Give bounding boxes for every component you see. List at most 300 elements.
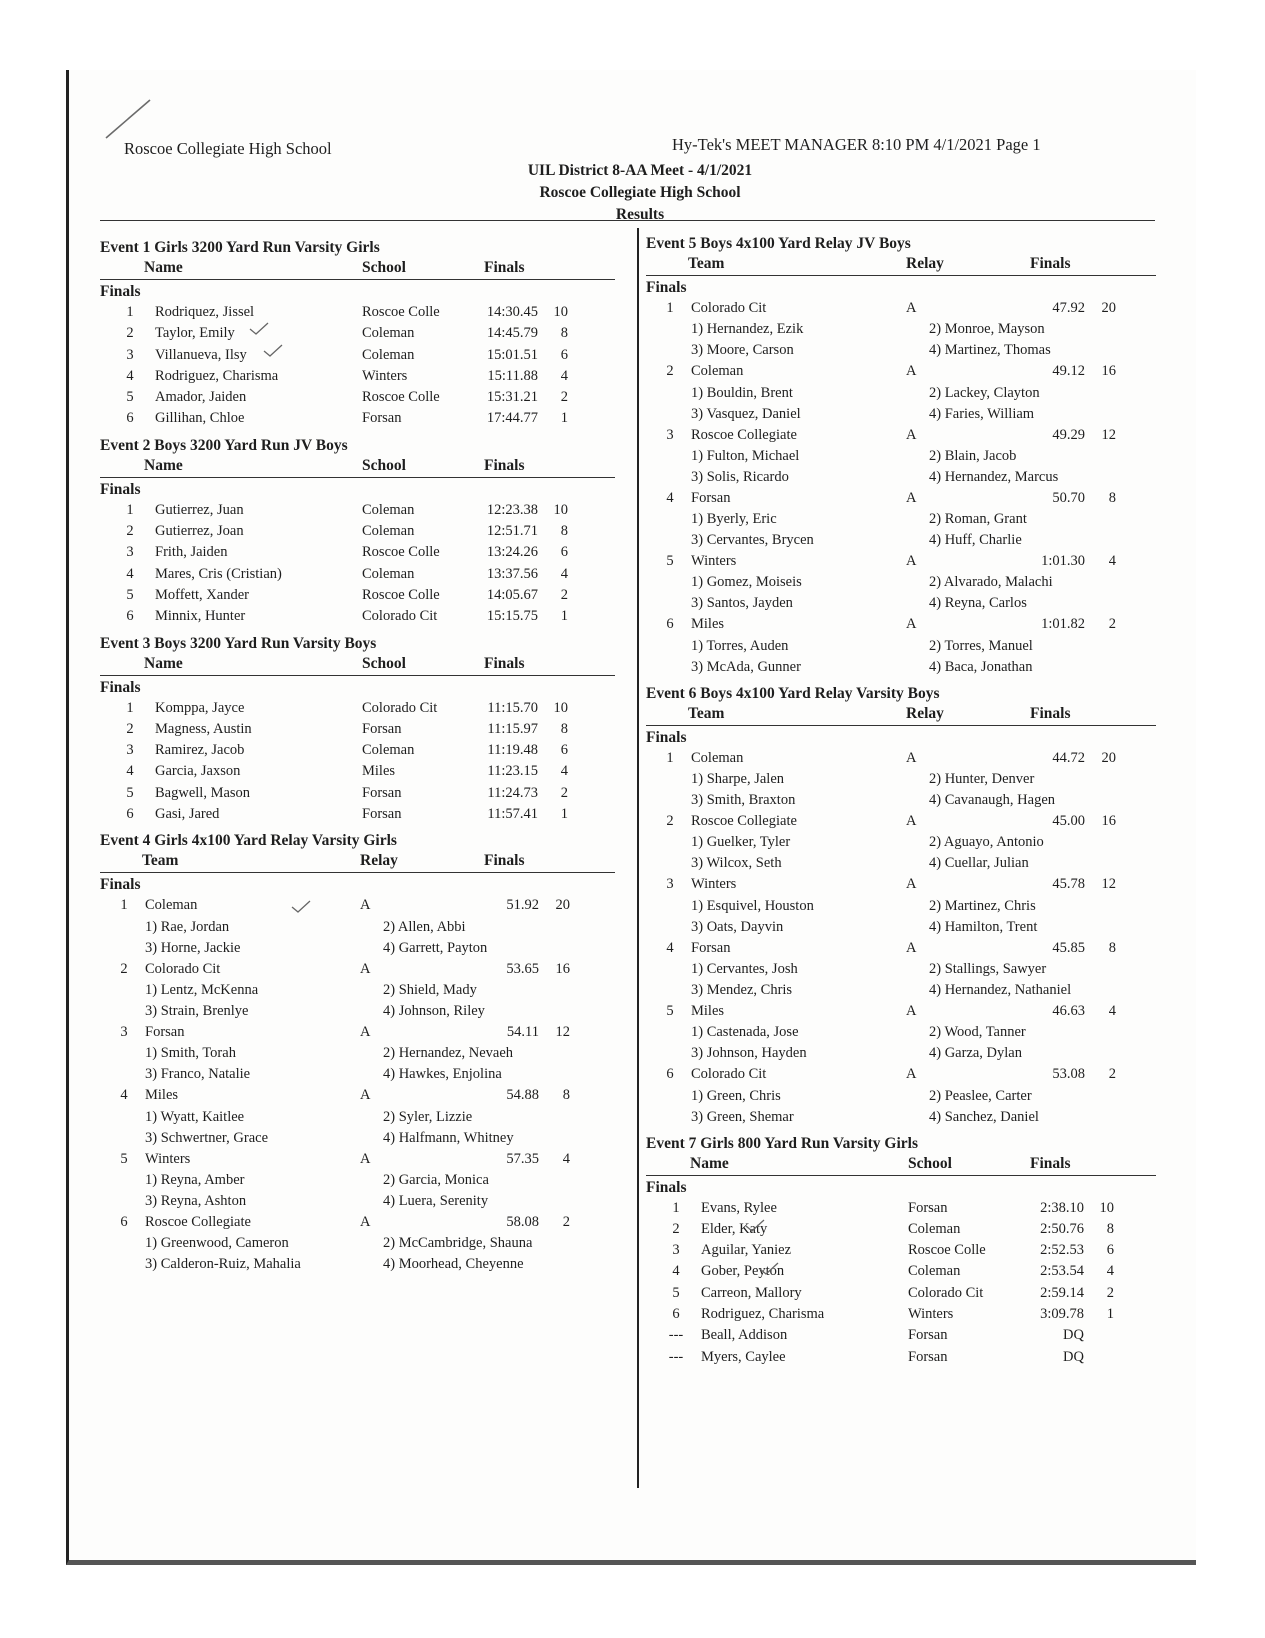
points-cell: 1 bbox=[560, 410, 568, 427]
relay-member: 2) Hernandez, Nevaeh bbox=[383, 1045, 514, 1062]
place-cell: 4 bbox=[126, 763, 134, 780]
result-row bbox=[100, 698, 615, 719]
time-cell: 1:01.30 bbox=[1041, 553, 1085, 570]
school-cell: Coleman bbox=[362, 325, 415, 342]
relay-member: 1) Green, Chris bbox=[691, 1087, 781, 1104]
athlete-name: Aguilar, Yaniez bbox=[701, 1242, 792, 1259]
school-cell: Coleman bbox=[362, 523, 415, 540]
relay-member: 1) Greenwood, Cameron bbox=[145, 1235, 289, 1252]
relay-members-row bbox=[100, 1191, 615, 1212]
column-header: Name bbox=[144, 654, 183, 672]
points-cell: 20 bbox=[1101, 749, 1116, 766]
relay-member: 1) Hernandez, Ezik bbox=[691, 321, 804, 338]
time-cell: 11:57.41 bbox=[487, 806, 538, 823]
team-name: Forsan bbox=[145, 1023, 185, 1040]
place-cell: 6 bbox=[666, 1066, 674, 1083]
place-cell: 2 bbox=[120, 960, 128, 977]
time-cell: 54.11 bbox=[506, 1023, 539, 1040]
relay-team-row bbox=[646, 748, 1156, 769]
school-cell: Forsan bbox=[362, 806, 402, 823]
result-row bbox=[646, 1283, 1156, 1304]
athlete-name: Bagwell, Mason bbox=[155, 784, 251, 801]
result-row bbox=[100, 564, 615, 585]
school-cell: Coleman bbox=[908, 1220, 961, 1237]
time-cell: 53.08 bbox=[1052, 1066, 1085, 1083]
relay-member: 2) Aguayo, Antonio bbox=[929, 834, 1044, 851]
relay-member: 1) Smith, Torah bbox=[145, 1045, 236, 1062]
relay-member: 3) Moore, Carson bbox=[691, 342, 794, 359]
result-row bbox=[646, 1325, 1156, 1346]
relay-team-row bbox=[646, 298, 1156, 319]
points-cell: 12 bbox=[555, 1023, 570, 1040]
place-cell: 1 bbox=[126, 699, 134, 716]
event-6 bbox=[646, 684, 1156, 1128]
relay-letter: A bbox=[906, 1002, 917, 1019]
check-mark-icon bbox=[758, 1261, 780, 1277]
relay-member: 2) Syler, Lizzie bbox=[383, 1108, 473, 1125]
result-row bbox=[100, 500, 615, 521]
column-header: School bbox=[362, 654, 406, 672]
points-cell: 2 bbox=[562, 1213, 570, 1230]
relay-members-row bbox=[100, 1001, 615, 1022]
time-cell: 50.70 bbox=[1052, 489, 1085, 506]
points-cell: 2 bbox=[560, 389, 568, 406]
athlete-name: Gillihan, Chloe bbox=[155, 410, 245, 427]
points-cell: 4 bbox=[560, 367, 568, 384]
section-label: Finals bbox=[100, 283, 141, 300]
place-cell: 1 bbox=[666, 300, 674, 316]
relay-team-row bbox=[646, 361, 1156, 382]
points-cell: 16 bbox=[1101, 363, 1116, 380]
athlete-name: Komppa, Jayce bbox=[155, 699, 245, 716]
place-cell: 5 bbox=[672, 1284, 680, 1301]
team-name: Coleman bbox=[145, 897, 198, 914]
school-cell: Winters bbox=[908, 1306, 954, 1323]
column-header: Team bbox=[142, 852, 179, 870]
athlete-name: Villanueva, Ilsy bbox=[155, 346, 247, 363]
relay-team-row bbox=[646, 425, 1156, 446]
points-cell: 6 bbox=[560, 742, 568, 759]
time-cell: 1:01.82 bbox=[1041, 616, 1085, 633]
athlete-name: Ramirez, Jacob bbox=[155, 742, 245, 759]
place-cell: 1 bbox=[672, 1199, 680, 1216]
event-title: Event 5 Boys 4x100 Yard Relay JV Boys bbox=[646, 235, 911, 252]
check-mark-icon bbox=[262, 343, 284, 359]
school-cell: Forsan bbox=[908, 1199, 948, 1216]
place-cell: 4 bbox=[666, 939, 674, 956]
school-cell: Roscoe Colle bbox=[362, 389, 440, 406]
place-cell: 1 bbox=[126, 304, 134, 320]
school-cell: Coleman bbox=[362, 501, 415, 518]
relay-member: 2) Lackey, Clayton bbox=[929, 384, 1040, 401]
team-name: Miles bbox=[145, 1087, 179, 1104]
relay-members-row bbox=[646, 404, 1156, 425]
result-row bbox=[100, 606, 615, 627]
points-cell: 4 bbox=[1106, 1263, 1114, 1280]
school-cell: Colorado Cit bbox=[362, 608, 438, 625]
relay-member: 4) Johnson, Riley bbox=[383, 1002, 485, 1019]
column-header: Relay bbox=[906, 255, 944, 272]
check-mark-icon bbox=[248, 321, 270, 337]
points-cell: 6 bbox=[560, 346, 568, 363]
column-header: Finals bbox=[484, 654, 525, 672]
school-cell: Coleman bbox=[362, 742, 415, 759]
column-header: Relay bbox=[360, 852, 398, 870]
athlete-name: Beall, Addison bbox=[701, 1327, 788, 1344]
relay-member: 2) Wood, Tanner bbox=[929, 1024, 1026, 1041]
place-cell: 6 bbox=[126, 608, 134, 625]
event-1 bbox=[100, 238, 615, 430]
athlete-name: Mares, Cris (Cristian) bbox=[155, 565, 282, 582]
column-header: Finals bbox=[1030, 1154, 1071, 1172]
relay-team-row bbox=[646, 1001, 1156, 1022]
place-cell: 5 bbox=[126, 389, 134, 406]
time-cell: 46.63 bbox=[1052, 1002, 1085, 1019]
result-row bbox=[646, 1261, 1156, 1282]
relay-members-row bbox=[646, 769, 1156, 790]
relay-letter: A bbox=[906, 876, 917, 893]
place-cell: 6 bbox=[672, 1306, 680, 1323]
relay-members-row bbox=[646, 530, 1156, 551]
relay-member: 3) Horne, Jackie bbox=[145, 939, 241, 956]
athlete-name: Gutierrez, Juan bbox=[155, 501, 244, 518]
check-mark-icon bbox=[744, 1218, 766, 1234]
place-cell: 5 bbox=[666, 553, 674, 570]
column-header: School bbox=[908, 1154, 952, 1172]
school-cell: Winters bbox=[362, 367, 408, 384]
relay-member: 4) Sanchez, Daniel bbox=[929, 1108, 1039, 1125]
relay-member: 4) Hernandez, Nathaniel bbox=[929, 981, 1072, 998]
relay-letter: A bbox=[906, 553, 917, 570]
time-cell: 13:24.26 bbox=[486, 544, 538, 561]
points-cell: 8 bbox=[560, 720, 568, 737]
points-cell: 1 bbox=[560, 608, 568, 625]
points-cell: 2 bbox=[1108, 1066, 1116, 1083]
relay-member: 2) Alvarado, Malachi bbox=[929, 574, 1053, 591]
points-cell: 4 bbox=[562, 1150, 570, 1167]
points-cell: 10 bbox=[1099, 1199, 1114, 1216]
school-cell: Forsan bbox=[362, 784, 402, 801]
relay-team-row bbox=[646, 811, 1156, 832]
relay-letter: A bbox=[360, 1087, 371, 1104]
place-cell: 5 bbox=[666, 1002, 674, 1019]
team-name: Miles bbox=[691, 616, 725, 633]
time-cell: 15:15.75 bbox=[486, 608, 538, 625]
relay-member: 4) Garrett, Payton bbox=[383, 939, 488, 956]
relay-member: 2) McCambridge, Shauna bbox=[383, 1235, 533, 1252]
place-cell: 3 bbox=[666, 426, 674, 443]
relay-member: 3) McAda, Gunner bbox=[691, 658, 801, 675]
points-cell: 10 bbox=[553, 501, 568, 518]
points-cell: 4 bbox=[1108, 553, 1116, 570]
school-cell: Colorado Cit bbox=[908, 1284, 984, 1301]
relay-members-row bbox=[646, 446, 1156, 467]
team-name: Forsan bbox=[691, 489, 731, 506]
relay-member: 3) Santos, Jayden bbox=[691, 595, 793, 612]
column-header: School bbox=[362, 259, 406, 276]
result-row bbox=[100, 740, 615, 761]
relay-member: 1) Lentz, McKenna bbox=[145, 981, 259, 998]
relay-member: 1) Fulton, Michael bbox=[691, 447, 800, 464]
header-title-block bbox=[470, 160, 810, 226]
time-cell: 11:15.97 bbox=[487, 720, 538, 737]
athlete-name: Carreon, Mallory bbox=[701, 1284, 802, 1301]
place-cell: 3 bbox=[126, 742, 134, 759]
athlete-name: Frith, Jaiden bbox=[155, 544, 228, 561]
relay-member: 2) Torres, Manuel bbox=[929, 637, 1033, 654]
relay-members-row bbox=[100, 1170, 615, 1191]
relay-member: 3) Schwertner, Grace bbox=[145, 1129, 269, 1146]
relay-member: 2) Stallings, Sawyer bbox=[929, 960, 1047, 977]
relay-member: 3) Franco, Natalie bbox=[145, 1066, 251, 1083]
relay-member: 2) Martinez, Chris bbox=[929, 897, 1036, 914]
relay-members-row bbox=[646, 636, 1156, 657]
time-cell: 15:11.88 bbox=[487, 367, 538, 384]
relay-member: 1) Wyatt, Kaitlee bbox=[145, 1108, 245, 1125]
school-cell: Roscoe Colle bbox=[362, 586, 440, 603]
column-header: Team bbox=[688, 255, 725, 272]
place-cell: 4 bbox=[666, 489, 674, 506]
team-name: Colorado Cit bbox=[145, 960, 221, 977]
column-header: Name bbox=[144, 456, 183, 474]
time-cell: 15:31.21 bbox=[486, 389, 538, 406]
athlete-name: Rodriguez, Charisma bbox=[155, 367, 279, 384]
relay-member: 3) Mendez, Chris bbox=[691, 981, 793, 998]
time-cell: 2:59.14 bbox=[1040, 1284, 1084, 1301]
check-mark-icon bbox=[290, 899, 312, 915]
place-cell: 4 bbox=[126, 367, 134, 384]
relay-team-row bbox=[100, 1085, 615, 1106]
points-cell: 12 bbox=[1101, 426, 1116, 443]
school-cell: Roscoe Colle bbox=[908, 1242, 986, 1259]
team-name: Coleman bbox=[691, 363, 744, 380]
relay-member: 2) Garcia, Monica bbox=[383, 1171, 489, 1188]
time-cell: 15:01.51 bbox=[486, 346, 538, 363]
result-row bbox=[100, 323, 615, 344]
points-cell: 12 bbox=[1101, 876, 1116, 893]
relay-team-row bbox=[646, 614, 1156, 635]
relay-members-row bbox=[100, 980, 615, 1001]
relay-member: 2) Hunter, Denver bbox=[929, 771, 1035, 788]
relay-letter: A bbox=[906, 939, 917, 956]
relay-member: 3) Green, Shemar bbox=[691, 1108, 794, 1125]
time-cell: 11:19.48 bbox=[487, 742, 538, 759]
time-cell: 45.85 bbox=[1052, 939, 1085, 956]
relay-members-row bbox=[100, 1107, 615, 1128]
time-cell: 57.35 bbox=[506, 1150, 539, 1167]
relay-members-row bbox=[646, 1107, 1156, 1128]
relay-member: 4) Hawkes, Enjolina bbox=[383, 1066, 502, 1083]
relay-member: 1) Byerly, Eric bbox=[691, 511, 777, 528]
relay-member: 1) Bouldin, Brent bbox=[691, 384, 793, 401]
points-cell: 2 bbox=[560, 586, 568, 603]
time-cell: 12:51.71 bbox=[486, 523, 538, 540]
column-header: School bbox=[362, 456, 406, 474]
meet-title: UIL District 8-AA Meet - 4/1/2021 bbox=[527, 162, 753, 179]
points-cell: 10 bbox=[553, 304, 568, 320]
relay-members-row bbox=[100, 1128, 615, 1149]
result-row bbox=[100, 302, 615, 323]
points-cell: 8 bbox=[1108, 489, 1116, 506]
relay-member: 3) Calderon-Ruiz, Mahalia bbox=[145, 1256, 301, 1273]
athlete-name: Rodriquez, Jissel bbox=[155, 304, 255, 320]
points-cell: 4 bbox=[560, 565, 568, 582]
place-cell: 4 bbox=[126, 565, 134, 582]
place-cell: 1 bbox=[666, 749, 674, 766]
time-cell: 2:53.54 bbox=[1040, 1263, 1084, 1280]
team-name: Winters bbox=[145, 1150, 191, 1167]
relay-team-row bbox=[100, 1212, 615, 1233]
event-5 bbox=[646, 234, 1156, 678]
relay-member: 1) Castenada, Jose bbox=[691, 1024, 799, 1041]
section-label: Finals bbox=[100, 876, 141, 894]
place-cell: 5 bbox=[120, 1150, 128, 1167]
column-header-row bbox=[646, 1154, 1156, 1176]
points-cell: 16 bbox=[555, 960, 570, 977]
time-cell: 49.12 bbox=[1052, 363, 1085, 380]
relay-member: 3) Strain, Brenlye bbox=[145, 1002, 249, 1019]
column-header-row bbox=[646, 254, 1156, 276]
team-name: Coleman bbox=[691, 749, 744, 766]
relay-member: 1) Reyna, Amber bbox=[145, 1171, 245, 1188]
relay-letter: A bbox=[360, 1023, 371, 1040]
athlete-name: Myers, Caylee bbox=[701, 1348, 786, 1365]
section-label: Finals bbox=[100, 678, 141, 696]
place-cell: 2 bbox=[672, 1220, 680, 1237]
team-name: Colorado Cit bbox=[691, 1066, 767, 1083]
time-cell: DQ bbox=[1063, 1327, 1084, 1344]
relay-members-row bbox=[100, 1043, 615, 1064]
place-cell: 3 bbox=[666, 876, 674, 893]
place-cell: --- bbox=[668, 1348, 684, 1365]
result-row bbox=[100, 387, 615, 408]
time-cell: 14:30.45 bbox=[486, 304, 538, 320]
relay-team-row bbox=[646, 874, 1156, 895]
relay-members-row bbox=[646, 593, 1156, 614]
relay-member: 4) Cavanaugh, Hagen bbox=[929, 792, 1056, 809]
relay-member: 1) Cervantes, Josh bbox=[691, 960, 798, 977]
relay-member: 4) Huff, Charlie bbox=[929, 532, 1022, 549]
column-header-row bbox=[100, 654, 615, 676]
event-7 bbox=[646, 1134, 1156, 1368]
time-cell: 53.65 bbox=[506, 960, 539, 977]
relay-letter: A bbox=[906, 300, 917, 316]
time-cell: 12:23.38 bbox=[486, 501, 538, 518]
column-header: Finals bbox=[1030, 704, 1071, 722]
athlete-name: Minnix, Hunter bbox=[155, 608, 246, 625]
place-cell: 6 bbox=[126, 410, 134, 427]
event-2 bbox=[100, 436, 615, 628]
athlete-name: Magness, Austin bbox=[155, 720, 252, 737]
relay-team-row bbox=[646, 1064, 1156, 1085]
relay-letter: A bbox=[906, 616, 917, 633]
relay-team-row bbox=[100, 895, 615, 916]
relay-member: 1) Rae, Jordan bbox=[145, 918, 230, 935]
team-name: Winters bbox=[691, 876, 737, 893]
result-row bbox=[646, 1198, 1156, 1219]
result-row bbox=[646, 1347, 1156, 1368]
points-cell: 8 bbox=[1108, 939, 1116, 956]
athlete-name: Garcia, Jaxson bbox=[155, 763, 241, 780]
event-title: Event 6 Boys 4x100 Yard Relay Varsity Boys bbox=[646, 684, 940, 702]
relay-member: 4) Garza, Dylan bbox=[929, 1045, 1022, 1062]
column-header: Finals bbox=[484, 456, 525, 474]
relay-members-row bbox=[100, 917, 615, 938]
relay-members-row bbox=[646, 832, 1156, 853]
header-rule bbox=[100, 220, 1155, 221]
result-row bbox=[100, 585, 615, 606]
points-cell: 6 bbox=[1106, 1242, 1114, 1259]
time-cell: DQ bbox=[1063, 1348, 1084, 1365]
column-header-row bbox=[646, 704, 1156, 726]
relay-members-row bbox=[646, 467, 1156, 488]
athlete-name: Gutierrez, Joan bbox=[155, 523, 244, 540]
relay-team-row bbox=[100, 1149, 615, 1170]
result-row bbox=[100, 761, 615, 782]
result-row bbox=[100, 408, 615, 429]
section-label: Finals bbox=[646, 1178, 687, 1196]
section-label: Finals bbox=[646, 728, 687, 746]
place-cell: 5 bbox=[126, 784, 134, 801]
section-label: Finals bbox=[100, 480, 141, 498]
relay-members-row bbox=[646, 980, 1156, 1001]
time-cell: 11:24.73 bbox=[487, 784, 538, 801]
relay-member: 3) Cervantes, Brycen bbox=[691, 532, 814, 549]
relay-letter: A bbox=[906, 363, 917, 380]
time-cell: 45.00 bbox=[1052, 813, 1085, 830]
header-software-info: Hy-Tek's MEET MANAGER 8:10 PM 4/1/2021 Page 1 bbox=[672, 135, 1041, 154]
relay-letter: A bbox=[906, 749, 917, 766]
place-cell: 6 bbox=[120, 1213, 128, 1230]
athlete-name: Gober, Peyton bbox=[701, 1263, 785, 1280]
relay-members-row bbox=[646, 959, 1156, 980]
relay-members-row bbox=[646, 340, 1156, 361]
school-cell: Miles bbox=[362, 763, 396, 780]
relay-members-row bbox=[646, 509, 1156, 530]
relay-member: 4) Baca, Jonathan bbox=[929, 658, 1033, 675]
athlete-name: Elder, Katy bbox=[701, 1220, 768, 1237]
time-cell: 45.78 bbox=[1052, 876, 1085, 893]
relay-member: 4) Hernandez, Marcus bbox=[929, 468, 1059, 485]
team-name: Colorado Cit bbox=[691, 300, 767, 316]
relay-member: 1) Esquivel, Houston bbox=[691, 897, 814, 914]
relay-members-row bbox=[646, 790, 1156, 811]
relay-members-row bbox=[646, 319, 1156, 340]
column-header: Finals bbox=[484, 852, 525, 870]
time-cell: 47.92 bbox=[1052, 300, 1085, 316]
result-row bbox=[100, 783, 615, 804]
time-cell: 2:38.10 bbox=[1040, 1199, 1084, 1216]
relay-member: 2) Roman, Grant bbox=[929, 511, 1027, 528]
relay-members-row bbox=[100, 1254, 615, 1275]
team-name: Roscoe Collegiate bbox=[145, 1213, 251, 1230]
relay-members-row bbox=[646, 657, 1156, 678]
column-header: Name bbox=[690, 1154, 729, 1172]
relay-members-row bbox=[100, 1064, 615, 1085]
place-cell: 5 bbox=[126, 586, 134, 603]
points-cell: 20 bbox=[1101, 300, 1116, 316]
place-cell: 2 bbox=[666, 813, 674, 830]
relay-letter: A bbox=[360, 897, 371, 914]
relay-team-row bbox=[100, 959, 615, 980]
column-header: Name bbox=[144, 259, 183, 276]
section-label: Finals bbox=[646, 279, 687, 296]
relay-member: 1) Gomez, Moiseis bbox=[691, 574, 802, 591]
relay-members-row bbox=[646, 383, 1156, 404]
team-name: Roscoe Collegiate bbox=[691, 813, 797, 830]
team-name: Roscoe Collegiate bbox=[691, 426, 797, 443]
athlete-name: Moffett, Xander bbox=[155, 586, 249, 603]
